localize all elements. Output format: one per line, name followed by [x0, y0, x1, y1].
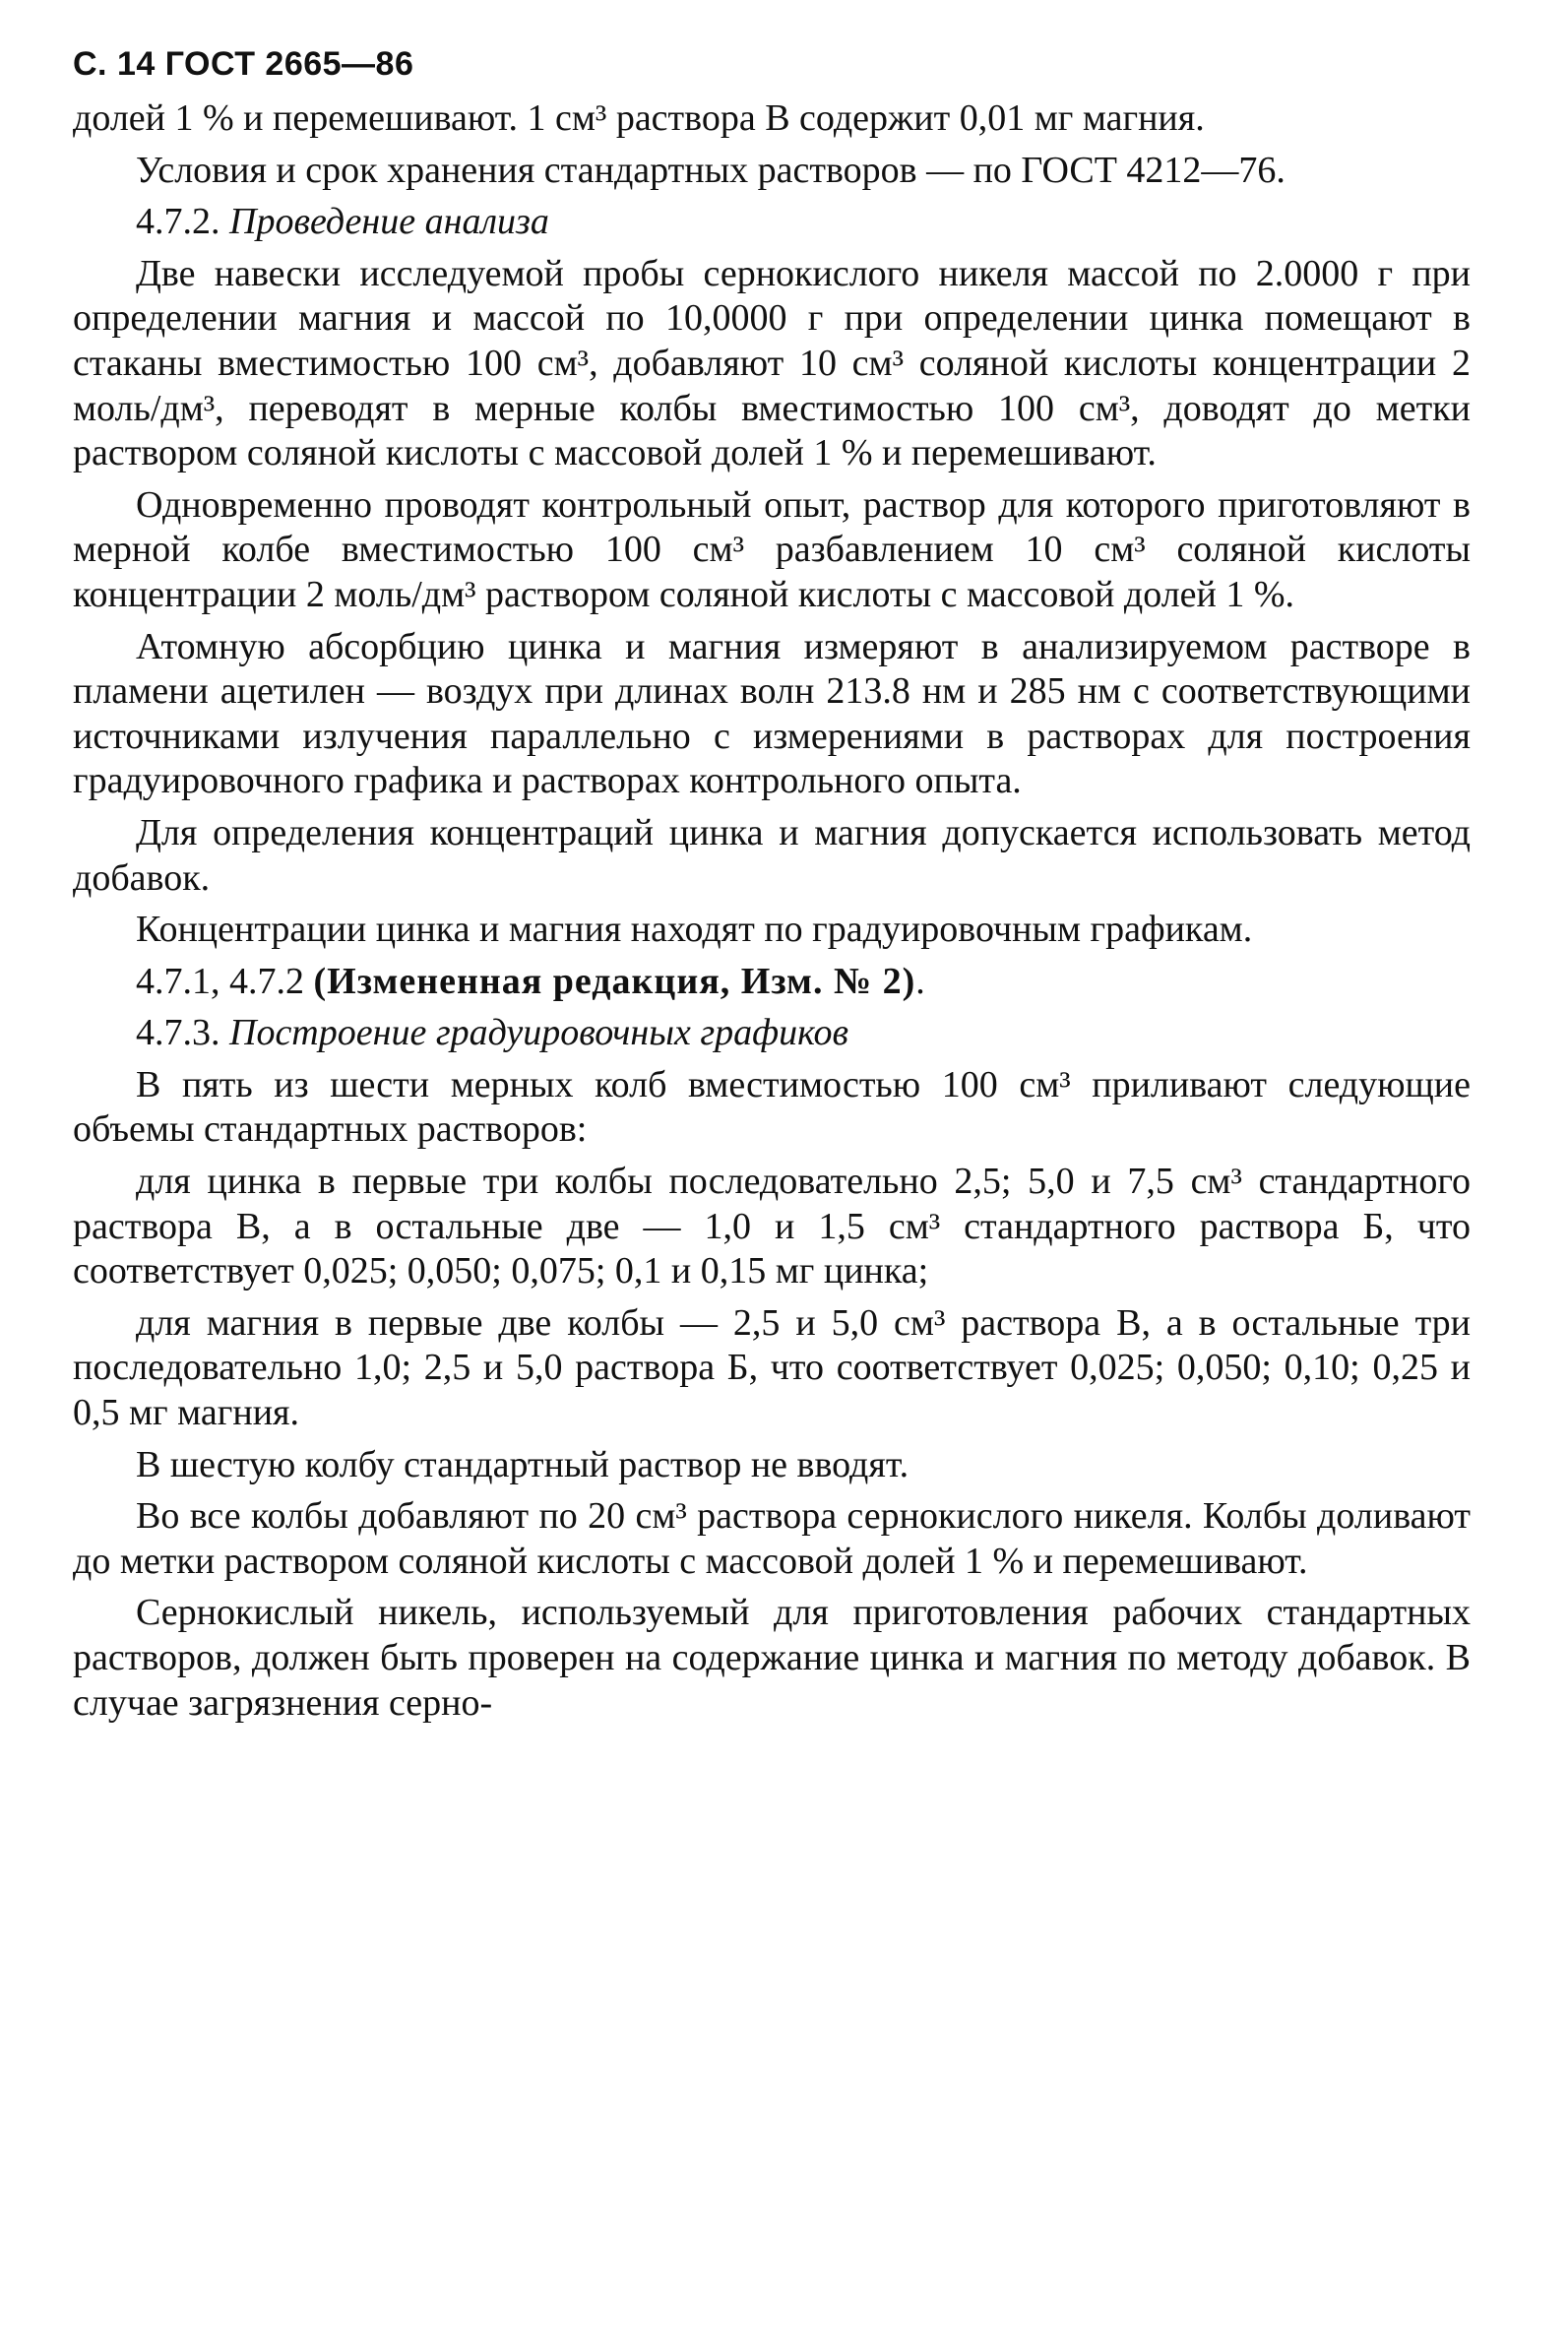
- paragraph-atomic-absorption: Атомную абсорбцию цинка и магния измеряют в анализируемом растворе в пламени ацетилен — воздух при длинах волн 213.8 нм и 285 нм с соответствующими источниками излучения параллельно с измерениями в растворах для построения градуировочного графика и растворах контрольного опыта.: [73, 625, 1471, 802]
- section-heading-4-7-3: [73, 1011, 1471, 1056]
- section-title: Проведение анализа: [229, 201, 549, 243]
- paragraph-storage-conditions: Условия и срок хранения стандартных растворов — по ГОСТ 4212—76.: [136, 149, 1286, 191]
- paragraph-control-experiment: Одновременно проводят контрольный опыт, раствор для которого приготовляют в мерной колбе вместимостью 100 см³ разбавлением 10 см³ соляной кислоты концентрации 2 моль/дм³ раствором соляной кислоты с массовой долей 1 %.: [73, 483, 1471, 615]
- section-heading-4-7-2: [73, 200, 1471, 245]
- paragraph-concentrations-graphs: Концентрации цинка и магния находят по градуировочным графикам.: [136, 909, 1253, 951]
- amendment-end: .: [915, 960, 925, 1002]
- paragraph-sixth-flask: В шестую колбу стандартный раствор не вводят.: [136, 1443, 909, 1485]
- amendment-text: (Измененная редакция, Изм. № 2): [313, 960, 916, 1002]
- section-number: 4.7.2.: [136, 201, 220, 243]
- paragraph-flasks-volumes: В пять из шести мерных колб вместимостью 100 см³ приливают следующие объемы стандартных растворов:: [73, 1063, 1471, 1151]
- amendment-refs: 4.7.1, 4.7.2: [136, 960, 304, 1002]
- section-number: 4.7.3.: [136, 1012, 220, 1054]
- document-page: [73, 39, 1471, 1733]
- paragraph-zinc-standards: для цинка в первые три колбы последовательно 2,5; 5,0 и 7,5 см³ стандартного раствора В, а в остальные две — 1,0 и 1,5 см³ стандартного раствора Б, что соответствует 0,025; 0,050; 0,075; 0,1 и 0,15 мг цинка;: [73, 1161, 1471, 1292]
- page-header: С. 14 ГОСТ 2665—86: [73, 45, 414, 83]
- paragraph-nickel-check: Сернокислый никель, используемый для приготовления рабочих стандартных растворов, должен быть проверен на содержание цинка и магния по методу добавок. В случае загрязнения серно-: [73, 1592, 1471, 1724]
- paragraph-sample-preparation: Две навески исследуемой пробы сернокислого никеля массой по 2.0000 г при определении магния и массой по 10,0000 г при определении цинка помещают в стаканы вместимостью 100 см³, добавляют 10 см³ соляной кислоты концентрации 2 моль/дм³, переводят в мерные колбы вместимостью 100 см³, доводят до метки раствором соляной кислоты с массовой долей 1 % и перемешивают.: [73, 252, 1471, 474]
- amendment-note: [73, 960, 1471, 1005]
- paragraph-nickel-addition: Во все колбы добавляют по 20 см³ раствора сернокислого никеля. Колбы доливают до метки раствором соляной кислоты с массовой долей 1 % и перемешивают.: [73, 1495, 1471, 1582]
- paragraph-additions-method: Для определения концентраций цинка и магния допускается использовать метод добавок.: [73, 811, 1471, 899]
- paragraph-magnesium-solution-continued: долей 1 % и перемешивают. 1 см³ раствора В содержит 0,01 мг магния.: [73, 97, 1205, 139]
- paragraph-magnesium-standards: для магния в первые две колбы — 2,5 и 5,0 см³ раствора В, а в остальные три последовательно 1,0; 2,5 и 5,0 раствора Б, что соответствует 0,025; 0,050; 0,10; 0,25 и 0,5 мг магния.: [73, 1301, 1471, 1434]
- section-title: Построение градуировочных графиков: [229, 1012, 848, 1054]
